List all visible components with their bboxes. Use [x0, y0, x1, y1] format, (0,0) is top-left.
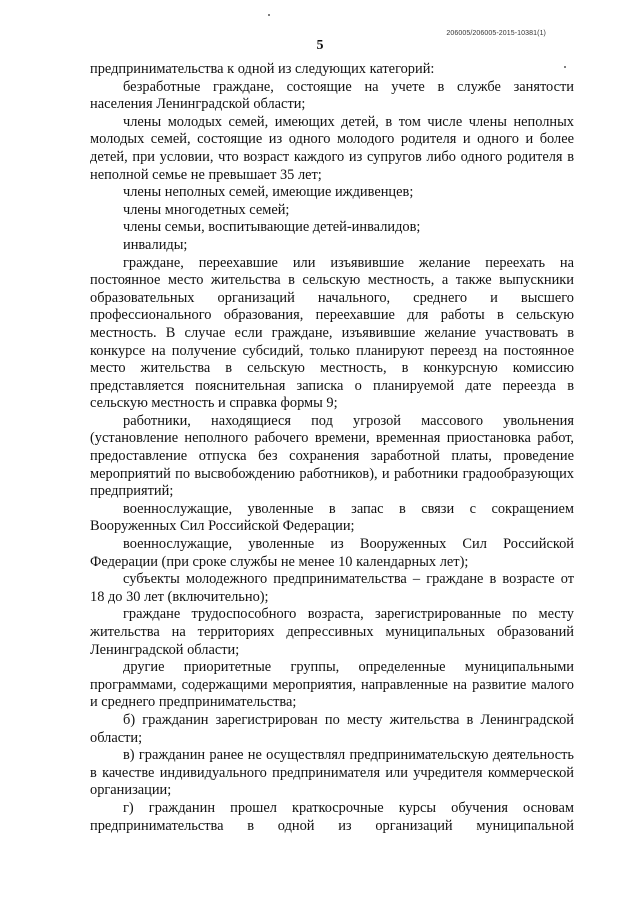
paragraph: члены неполных семей, имеющие иждивенцев;: [123, 184, 414, 201]
page-number: 5: [316, 38, 324, 53]
paragraph: граждане, переехавшие или изъявившие желание переехать на постоянное место жительства в сельскую местность, а также выпускники образовательных организаций начального, среднего и высшего профессионального образования, переехавшие для работы в сельскую местность. В случае если граждане, изъявившие желание участвовать в конкурсе на получение субсидий, только планируют переезд на постоянное место жительства в сельскую местность, в конкурсную комиссию представляется пояснительная записка о планируемой дате переезда в сельскую местность и справка формы 9;: [90, 254, 574, 412]
paragraph: члены многодетных семей;: [123, 201, 290, 218]
document-id: 206005/206005-2015-10381(1): [446, 30, 546, 37]
paragraph: в) гражданин ранее не осуществлял предпринимательскую деятельность в качестве индивидуального предпринимателя или учредителя коммерческой организации;: [90, 747, 574, 799]
paragraph: б) гражданин зарегистрирован по месту жительства в Ленинградской области;: [90, 711, 574, 746]
paragraph: безработные граждане, состоящие на учете в службе занятости населения Ленинградской области;: [90, 78, 574, 113]
paragraph: другие приоритетные группы, определенные муниципальными программами, содержащими мероприятия, направленные на развитие малого и среднего предпринимательства;: [90, 659, 574, 711]
paragraph: члены семьи, воспитывающие детей-инвалидов;: [123, 219, 421, 236]
paragraph: военнослужащие, уволенные из Вооруженных Сил Российской Федерации (при сроке службы не менее 10 календарных лет);: [90, 536, 574, 570]
paragraph: члены молодых семей, имеющих детей, в том числе члены неполных молодых семей, состоящие из одного молодого родителя и одного и более детей, при условии, что возраст каждого из супругов либо одного родителя в неполной семье не превышает 35 лет;: [90, 113, 574, 183]
paragraph: субъекты молодежного предпринимательства – граждане в возрасте от 18 до 30 лет (включительно);: [90, 571, 574, 605]
paragraph: предпринимательства к одной из следующих категорий:: [90, 61, 435, 77]
paragraph: работники, находящиеся под угрозой массового увольнения (установление неполного рабочего времени, временная приостановка работ, предоставление отпуска без сохранения заработной платы, проведение мероприятий по высвобождению работников), и работники градообразующих предприятий;: [90, 412, 574, 500]
paragraph: граждане трудоспособного возраста, зарегистрированные по месту жительства на территориях депрессивных муниципальных образований Ленинградской области;: [90, 606, 574, 658]
document-body: [90, 61, 574, 835]
paragraph: инвалиды;: [123, 236, 188, 253]
scan-speck: [268, 14, 270, 16]
paragraph: г) гражданин прошел краткосрочные курсы обучения основам предпринимательства в одной из организаций муниципальной: [90, 799, 574, 834]
paragraph: военнослужащие, уволенные в запас в связи с сокращением Вооруженных Сил Российской Федерации;: [90, 500, 574, 535]
